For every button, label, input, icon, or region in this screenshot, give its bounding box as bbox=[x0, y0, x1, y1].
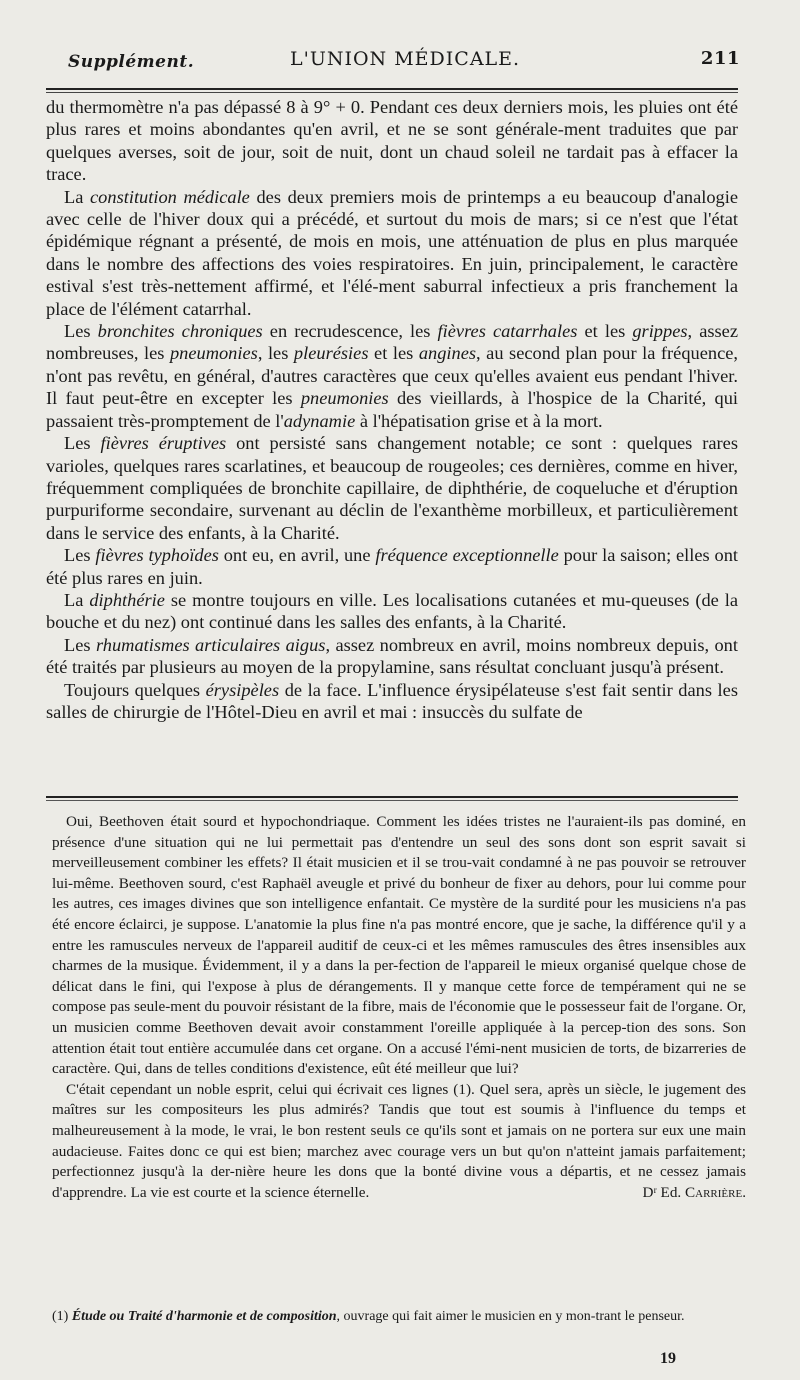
footnote-text: , ouvrage qui fait aimer le musicien en y mon-trant le penseur. bbox=[336, 1309, 685, 1324]
feuilleton-paragraph-beethoven: Oui, Beethoven était sourd et hypochondriaque. Comment les idées tristes ne l'auraient-ils pas dominé, en présence d'une situation qui ne lui permettait pas d'entendre un seul des sons dont son esprit savait si merveilleusement combiner les effets? Il était musicien et il se trou-vait condamné à ne pas pouvoir se retrouver lui-même. Beethoven sourd, c'est Raphaël aveugle et privé du bonheur de fixer au dehors, pour lui comme pour les autres, ces images divines que son intelligence enfantait. Ce mystère de la surdité pour les musiciens n'a pas été encore éclairci, je suppose. L'anatomie la plus fine n'a pas montré encore, que je sache, la différence qu'il y a entre les ramuscules nerveux de l'appareil auditif de ceux-ci et les mêmes ramuscules des êtres insensibles aux charmes de la musique. Évidemment, il y a dans la per-fection de l'appareil le mieux organisé quelque chose de délicat dans le fini, qui l'expose à plus de dérangements. Il y manque cette force de tempérament qui ne se compose pas seule-ment du pouvoir résistant de la fibre, mais de l'économie que le possesseur fait de l'organe. Or, un musicien comme Beethoven devait avoir constamment l'oreille appliquée à la percep-tion des sons. Son attention était tout entière accumulée dans cet organe. On a accusé l'émi-nent musicien de torts, de bizarreries de caractère. Qui, dans de telles conditions d'existence, eût été meilleur que lui? bbox=[52, 813, 746, 1078]
paragraph-fievres-eruptives: Les fièvres éruptives ont persisté sans changement notable; ce sont : quelques rares varioles, quelques rares scarlatines, et beaucoup de rougeoles; ces dernières, comme en hiver, fréquemment compliquées de bronchite capillaire, de diphthérie, de coqueluche et d'éruption purpuriforme secondaire, survenant au déclin de l'exanthème morbilleux, et particulièrement dans le service des enfants, à la Charité. bbox=[46, 433, 738, 543]
paragraph-diphtherie: La diphthérie se montre toujours en ville. Les localisations cutanées et mu-queuses (de la bouche et du nez) ont continué dans les salles des enfants, à la Charité. bbox=[46, 589, 738, 633]
feuilleton-rule-thin bbox=[46, 800, 738, 801]
paragraph-fievres-typhoides: Les fièvres typhoïdes ont eu, en avril, une fréquence exceptionnelle pour la saison; elles ont été plus rares en juin. bbox=[46, 545, 738, 588]
running-header bbox=[68, 48, 740, 78]
paragraph-erysipeles: Toujours quelques érysipèles de la face. L'influence érysipélateuse s'est fait sentir dans les salles de chirurgie de l'Hôtel-Dieu en avril et mai : insuccès du sulfate de bbox=[46, 679, 738, 722]
signature-mark: 19 bbox=[660, 1350, 676, 1367]
feuilleton-text bbox=[52, 812, 746, 1203]
journal-title: L'UNION MÉDICALE. bbox=[290, 48, 521, 70]
header-rule-thin bbox=[46, 92, 738, 93]
footnote-title: Étude ou Traité d'harmonie et de composition bbox=[71, 1309, 337, 1324]
feuilleton-paragraph-noble-esprit: C'était cependant un noble esprit, celui qui écrivait ces lignes (1). Quel sera, après un siècle, le jugement des maîtres sur les compositeurs les plus admirés? Tandis que tout est soumis à l'influence du temps et malheureusement à la mode, le vrai, le bon restent seuls ce qu'ils sont et jamais on ne portera sur eux une main audacieuse. Faites donc ce qui est bien; marchez avec courage vers un but qu'on n'atteint jamais parfaitement; perfectionnez jusqu'à la der-nière heure les dons que la bonté divine vous a départis, et ne cessez jamais d'apprendre. La vie est courte et la science éternelle. Dʳ Ed. Carrière. bbox=[52, 1080, 746, 1204]
main-text bbox=[46, 96, 738, 723]
footnote bbox=[52, 1308, 746, 1326]
paragraph-rhumatismes: Les rhumatismes articulaires aigus, assez nombreux en avril, moins nombreux depuis, ont été traités par plusieurs au moyen de la propylamine, sans résultat concluant jusqu'à présent. bbox=[46, 634, 738, 678]
page-number: 211 bbox=[700, 48, 740, 69]
header-supplement: Supplément. bbox=[68, 52, 195, 72]
author-signature: Dʳ Ed. Carrière. bbox=[642, 1183, 746, 1201]
paragraph-constitution: La constitution médicale des deux premiers mois de printemps a eu beaucoup d'analogie avec celle de l'hiver doux qui a précédé, et surtout du mois de mars; si ce n'est que l'état épidémique régnant a présenté, de mois en mois, une atténuation de plus en plus marquée dans le nombre des affections des voies respiratoires. En juin, principalement, le caractère estival s'est très-nettement affirmé, et l'élé-ment saburral infectieux a pris franchement la place de l'élément catarrhal. bbox=[46, 186, 739, 319]
header-rule bbox=[46, 88, 738, 90]
feuilleton-rule bbox=[46, 796, 738, 798]
paragraph-bronchites: Les bronchites chroniques en recrudescence, les fièvres catarrhales et les grippes, assez nombreuses, les pneumonies, les pleurésies et les angines, au second plan pour la fréquence, n'ont pas revêtu, en général, d'autres caractères que ceux qu'elles avaient eus pendant l'hiver. Il faut peut-être en excepter les pneumonies des vieillards, à l'hospice de la Charité, qui passaient très-promptement de l'adynamie à l'hépatisation grise et à la mort. bbox=[46, 321, 739, 431]
footnote-mark: (1) bbox=[52, 1309, 72, 1324]
paragraph-thermometer: du thermomètre n'a pas dépassé 8 à 9° + 0. Pendant ces deux derniers mois, les pluies ont été plus rares et moins abondantes qu'en avril, et ne se sont générale-ment traduites que par quelques averses, soit de jour, soit de nuit, dont un chaud soleil ne tardait pas à effacer la trace. bbox=[46, 97, 738, 185]
